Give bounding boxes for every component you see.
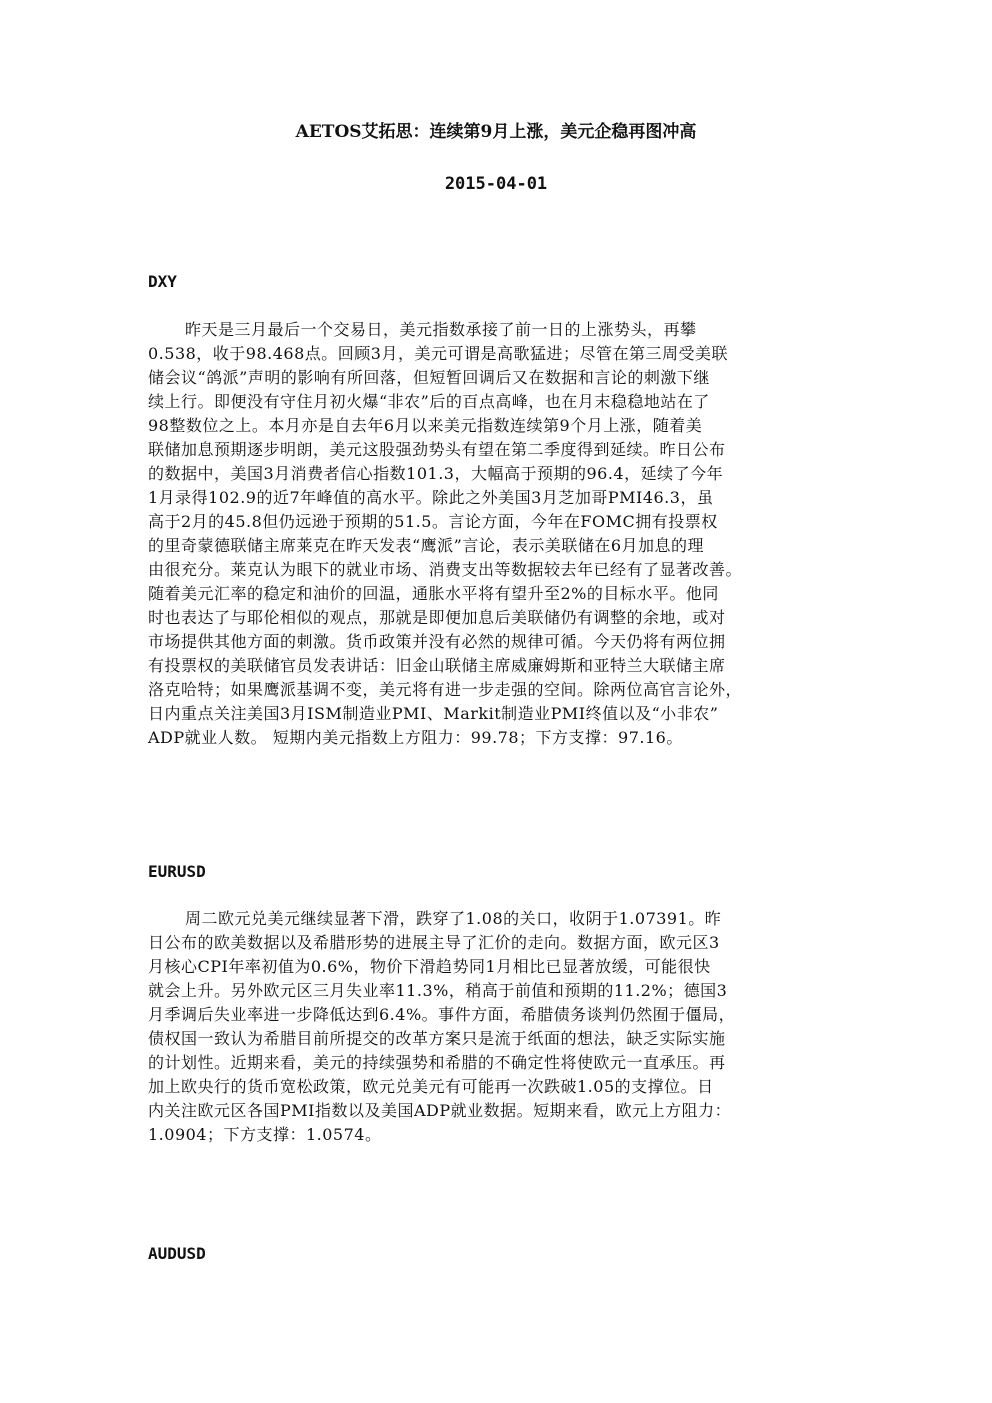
document-title: AETOS艾拓思：连续第9月上涨，美元企稳再图冲高 <box>295 122 697 142</box>
paragraph-line: ADP就业人数。 短期内美元指数上方阻力：99.78；下方支撑：97.16。 <box>148 728 683 747</box>
paragraph-line: 洛克哈特；如果鹰派基调不变，美元将有进一步走强的空间。除两位高官言论外， <box>148 680 743 699</box>
paragraph-line: 昨天是三月最后一个交易日，美元指数承接了前一日的上涨势头，再攀 <box>185 320 697 339</box>
paragraph-line: 1.0904；下方支撑：1.0574。 <box>148 1125 382 1144</box>
paragraph-line: 就会上升。另外欧元区三月失业率11.3%，稍高于前值和预期的11.2%；德国3 <box>148 981 728 1000</box>
paragraph-line: 加上欧央行的货币宽松政策，欧元兑美元有可能再一次跌破1.05的支撑位。日 <box>148 1077 714 1096</box>
paragraph-line: 内关注欧元区各国PMI指数以及美国ADP就业数据。短期来看，欧元上方阻力： <box>148 1101 732 1120</box>
paragraph-line: 日内重点关注美国3月ISM制造业PMI、Markit制造业PMI终值以及“小非农” <box>148 704 719 723</box>
paragraph-line: 时也表达了与耶伦相似的观点，那就是即便加息后美联储仍有调整的余地，或对 <box>148 608 726 627</box>
paragraph-line: 市场提供其他方面的刺激。货币政策并没有必然的规律可循。今天仍将有两位拥 <box>148 632 726 651</box>
paragraph-line: 1月录得102.9的近7年峰值的高水平。除此之外美国3月芝加哥PMI46.3，虽 <box>148 488 714 507</box>
paragraph-line: 由很充分。莱克认为眼下的就业市场、消费支出等数据较去年已经有了显著改善。 <box>148 560 743 579</box>
paragraph-line: 月季调后失业率进一步降低达到6.4%。事件方面，希腊债务谈判仍然囿于僵局， <box>148 1005 736 1024</box>
section-heading-dxy: DXY <box>148 272 177 291</box>
paragraph-line: 有投票权的美联储官员发表讲话：旧金山联储主席威廉姆斯和亚特兰大联储主席 <box>148 656 726 675</box>
section-paragraph-dxy <box>148 318 848 750</box>
paragraph-line: 随着美元汇率的稳定和油价的回温，通胀水平将有望升至2%的目标水平。他同 <box>148 584 719 603</box>
paragraph-line: 0.538，收于98.468点。回顾3月，美元可谓是高歌猛进；尽管在第三周受美联 <box>148 344 728 363</box>
paragraph-line: 的里奇蒙德联储主席莱克在昨天发表“鹰派”言论，表示美联储在6月加息的理 <box>148 536 705 555</box>
paragraph-line: 月核心CPI年率初值为0.6%，物价下滑趋势同1月相比已显著放缓，可能很快 <box>148 957 711 976</box>
paragraph-line: 储会议“鸽派”声明的影响有所回落，但短暂回调后又在数据和言论的刺激下继 <box>148 368 710 387</box>
paragraph-line: 续上行。即便没有守住月初火爆“非农”后的百点高峰，也在月末稳稳地站在了 <box>148 392 710 411</box>
paragraph-line: 联储加息预期逐步明朗，美元这股强劲势头有望在第二季度得到延续。昨日公布 <box>148 440 726 459</box>
document-date: 2015-04-01 <box>444 174 548 194</box>
section-paragraph-eurusd <box>148 907 848 1147</box>
paragraph-line: 日公布的欧美数据以及希腊形势的进展主导了汇价的走向。数据方面，欧元区3 <box>148 933 720 952</box>
section-heading-audusd: AUDUSD <box>148 1244 206 1263</box>
paragraph-line: 98整数位之上。本月亦是自去年6月以来美元指数连续第9个月上涨，随着美 <box>148 416 703 435</box>
paragraph-line: 周二欧元兑美元继续显著下滑，跌穿了1.08的关口，收阴于1.07391。昨 <box>185 909 722 928</box>
paragraph-line: 高于2月的45.8但仍远逊于预期的51.5。言论方面，今年在FOMC拥有投票权 <box>148 512 718 531</box>
paragraph-line: 的计划性。近期来看，美元的持续强势和希腊的不确定性将使欧元一直承压。再 <box>148 1053 726 1072</box>
paragraph-line: 债权国一致认为希腊目前所提交的改革方案只是流于纸面的想法，缺乏实际实施 <box>148 1029 726 1048</box>
section-heading-eurusd: EURUSD <box>148 862 206 881</box>
paragraph-line: 的数据中，美国3月消费者信心指数101.3，大幅高于预期的96.4，延续了今年 <box>148 464 724 483</box>
